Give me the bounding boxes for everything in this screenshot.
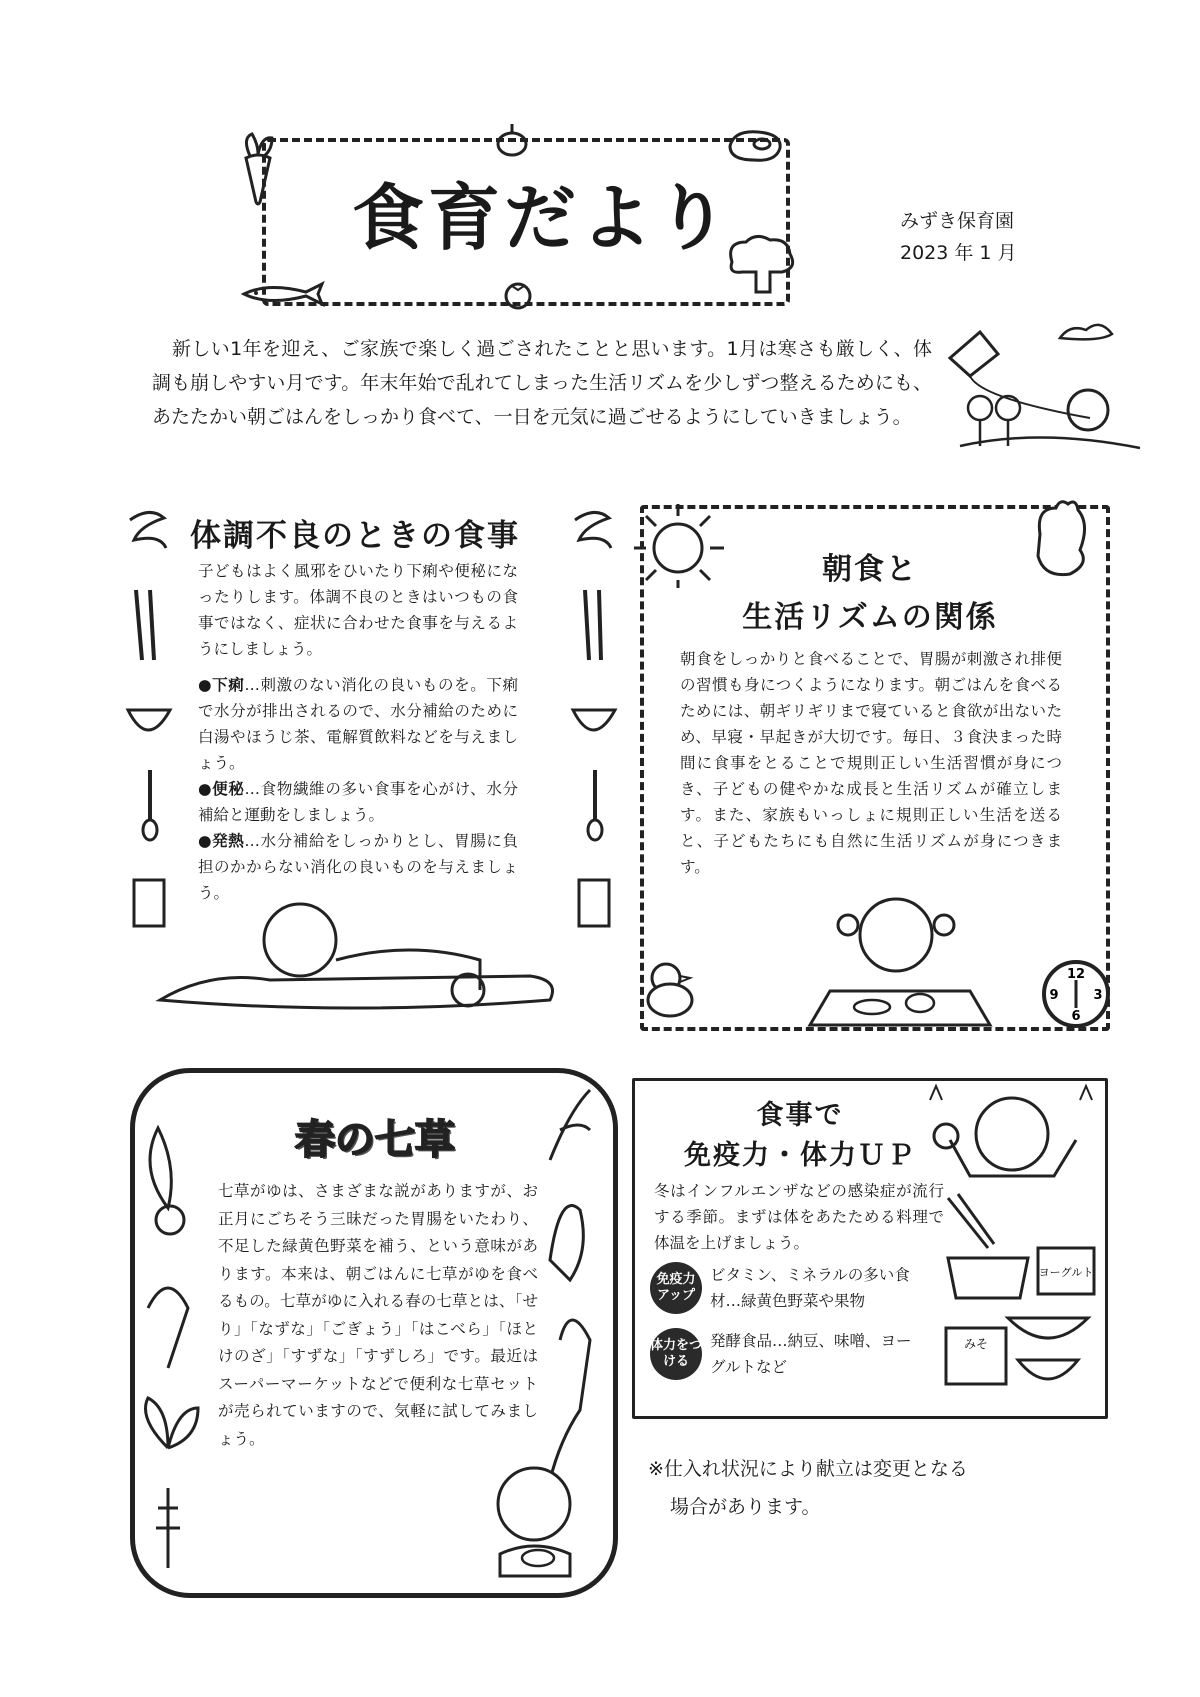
- child-eating-illustration: [480, 1458, 590, 1578]
- page-title: 食育だより: [351, 176, 732, 260]
- clock-number-3: 3: [1093, 988, 1103, 1003]
- issue-date: 2023 年 1 月: [900, 242, 1017, 264]
- menu-notice-line1: ※仕入れ状況により献立は変更となる: [648, 1458, 968, 1480]
- tableware-border-right: [565, 500, 625, 960]
- symptom-text: …食物繊維の多い食事を心がけ、水分補給と運動をしましょう。: [198, 780, 518, 824]
- nanakusa-body: 七草がゆは、さまざまな説がありますが、お正月にごちそう三昧だった胃腸をいたわり、不足した緑黄色野菜を補う、という意味があります。本来は、朝ごはんに七草がゆを食べるもの。七草がゆに入れる春の七草とは、「せり」「なずな」「ごぎょう」「はこべら」「ほとけのざ」「すずな」「すずしろ」です。最近はスーパーマーケットなどで便利な七草セットが売られていますので、気軽に試してみましょう。: [218, 1182, 538, 1448]
- immunity-up-badge: 免疫力アップ: [650, 1262, 702, 1314]
- meat-icon: [724, 126, 788, 166]
- header-meta: [900, 205, 1017, 269]
- intro-paragraph: 新しい1年を迎え、ご家族で楽しく過ごされたことと思います。1月は寒さも厳しく、体調も崩しやすい月です。年末年始で乱れてしまった生活リズムを少しずつ整えるためにも、あたたかい朝ごはんをしっかり食べて、一日を元気に過ごせるようにしていきましょう。: [152, 338, 932, 428]
- kite-scene-illustration: [940, 318, 1150, 458]
- carrot-icon: [228, 128, 288, 208]
- chick-icon: [640, 956, 710, 1026]
- symptom-text: …刺激のない消化の良いものを。下痢で水分が排出されるので、水分補給のために白湯やほうじ茶、電解質飲料などを与えましょう。: [198, 676, 518, 772]
- symptom-label: ●発熱: [198, 832, 245, 850]
- immunity-body: 冬はインフルエンザなどの感染症が流行する季節。まずは体をあたためる料理で体温を上げましょう。: [654, 1182, 944, 1252]
- symptom-label: ●便秘: [198, 780, 245, 798]
- immunity-title-line1: 食事で: [756, 1100, 844, 1131]
- symptom-item: [198, 776, 518, 828]
- breakfast-body: 朝食をしっかりと食べることで、胃腸が刺激され排便の習慣も身につくようになります。朝ごはんを食べるためには、朝ギリギリまで寝ていると食欲が出ないため、早寝・早起きが大切です。毎日、３食決まった時間に食事をとることで規則正しい生活習慣が身につき、子どもの健やかな成長と生活リズムが確立します。また、家族もいっしょに規則正しい生活を送ると、子どもたちにも自然に生活リズムが身につきます。: [680, 650, 1062, 876]
- miso-label: みそ: [963, 1337, 989, 1351]
- herbs-border-left: [118, 1108, 208, 1578]
- immunity-point: [650, 1262, 920, 1314]
- immunity-title: [650, 1096, 950, 1176]
- sick-meal-intro: 子どもはよく風邪をひいたり下痢や便秘になったりします。体調不良のときはいつもの食事ではなく、症状に合わせた食事を与えるようにしましょう。: [198, 562, 518, 658]
- stamina-badge: 体力をつける: [650, 1328, 702, 1380]
- clock-number-6: 6: [1071, 1009, 1081, 1024]
- nanakusa-title: 春の七草: [295, 1117, 455, 1163]
- sick-meal-body: [198, 558, 518, 906]
- menu-notice: [648, 1450, 968, 1526]
- immunity-point-text: ビタミン、ミネラルの多い食材…緑黄色野菜や果物: [710, 1266, 910, 1310]
- nursery-name: みずき保育園: [900, 210, 1015, 232]
- symptom-item: [198, 672, 518, 776]
- immunity-title-line2: 免疫力・体力ＵＰ: [684, 1140, 916, 1171]
- clock-number-9: 9: [1049, 988, 1059, 1003]
- sick-child-illustration: [150, 890, 570, 1020]
- menu-notice-line2: 場合があります。: [670, 1496, 821, 1518]
- stamina-point-text: 発酵食品…納豆、味噌、ヨーグルトなど: [710, 1332, 912, 1376]
- clock-number-12: 12: [1066, 967, 1086, 982]
- breakfast-title: [700, 546, 1040, 642]
- stamina-point: [650, 1328, 920, 1380]
- breakfast-title-line2: 生活リズムの関係: [742, 600, 998, 635]
- breakfast-title-line1: 朝食と: [822, 552, 918, 587]
- clock-icon: [1040, 958, 1112, 1030]
- cheering-child-illustration: [920, 1080, 1100, 1200]
- tomato-icon: [500, 278, 536, 310]
- onion-icon: [490, 120, 534, 160]
- herbs-border-right: [530, 1080, 610, 1520]
- sick-meal-title: 体調不良のときの食事: [190, 518, 520, 554]
- yogurt-label: ヨーグルト: [1038, 1266, 1094, 1279]
- symptom-text: …水分補給をしっかりとし、胃腸に負担のかからない消化の良いものを与えましょう。: [198, 832, 518, 902]
- child-breakfast-illustration: [800, 895, 1000, 1031]
- fish-icon: [238, 280, 328, 308]
- fermented-food-illustration: [938, 1188, 1098, 1398]
- broccoli-icon: [722, 232, 800, 296]
- symptom-label: ●下痢: [198, 676, 245, 694]
- sun-icon: [630, 500, 730, 590]
- rooster-icon: [1020, 494, 1110, 584]
